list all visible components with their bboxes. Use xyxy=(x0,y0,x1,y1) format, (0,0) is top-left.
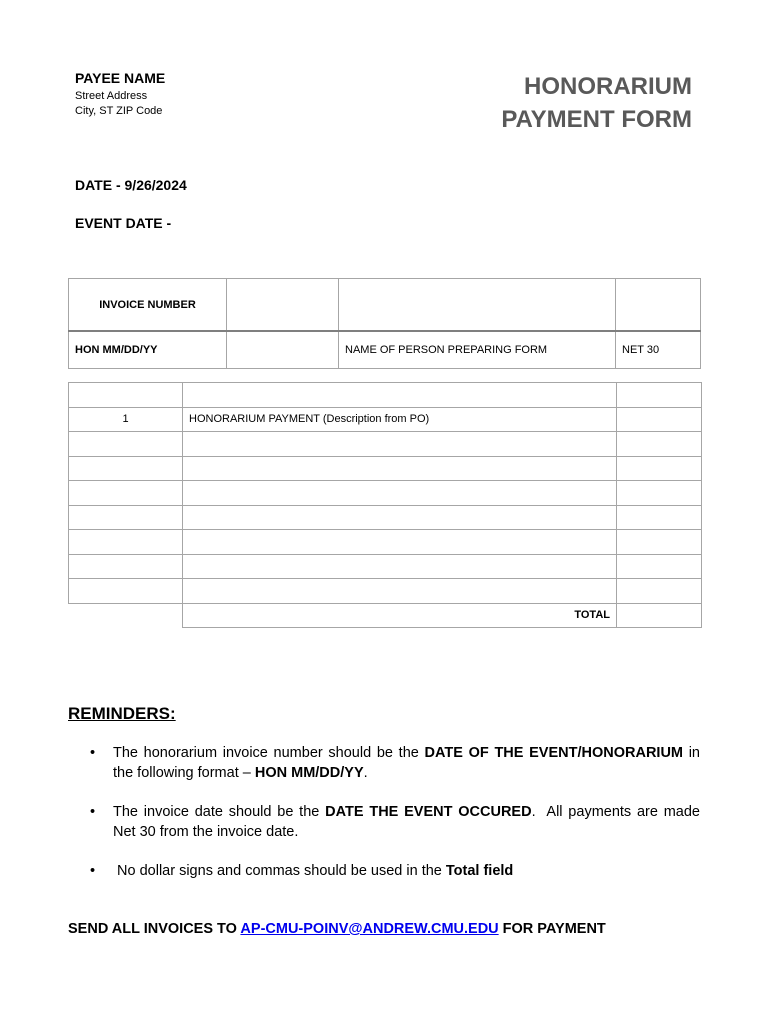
reminder-text: . All payments are made Net 30 from the invoice date. xyxy=(113,804,705,840)
reminder-text: The invoice date should be the xyxy=(113,804,326,820)
item-row xyxy=(69,481,702,506)
reminder-text: The honorarium invoice number should be the xyxy=(113,745,425,761)
item-amount-cell[interactable] xyxy=(617,530,702,555)
item-description-cell[interactable] xyxy=(183,530,617,555)
item-row xyxy=(69,456,702,481)
item-amount-cell[interactable] xyxy=(617,383,702,408)
item-qty-cell[interactable] xyxy=(69,530,183,555)
item-description-cell[interactable] xyxy=(183,505,617,530)
item-qty-cell[interactable] xyxy=(69,383,183,408)
reminder-bold-text: DATE THE EVENT OCCURED xyxy=(325,804,532,820)
item-qty-cell[interactable] xyxy=(69,554,183,579)
total-value-cell[interactable] xyxy=(617,603,702,628)
item-row xyxy=(69,579,702,604)
reminder-bold-text: HON MM/DD/YY xyxy=(254,764,364,781)
item-row xyxy=(69,554,702,579)
payee-city: City, ST ZIP Code xyxy=(75,105,163,117)
invoice-date: DATE - 9/26/2024 xyxy=(75,177,187,193)
event-date: EVENT DATE - xyxy=(75,215,172,231)
item-amount-cell[interactable] xyxy=(617,432,702,457)
item-row xyxy=(69,407,702,432)
invoice-blank-cell[interactable] xyxy=(616,279,701,332)
item-row xyxy=(69,505,702,530)
bullet-icon: • xyxy=(90,804,96,820)
total-label: TOTAL xyxy=(183,603,617,628)
item-description-cell[interactable] xyxy=(183,579,617,604)
payee-street: Street Address xyxy=(75,90,148,102)
item-qty-cell[interactable] xyxy=(69,456,183,481)
item-qty-cell[interactable] xyxy=(69,432,183,457)
send-invoices-line xyxy=(68,921,606,937)
reminders-heading: REMINDERS: xyxy=(68,704,176,723)
form-title-line1: HONORARIUM xyxy=(524,73,692,100)
item-description-cell[interactable] xyxy=(183,456,617,481)
form-title-line2: PAYMENT FORM xyxy=(501,106,692,133)
bullet-icon: • xyxy=(90,745,96,761)
item-description-cell[interactable]: HONORARIUM PAYMENT (Description from PO) xyxy=(183,407,617,432)
item-row xyxy=(69,432,702,457)
form-title xyxy=(501,70,692,136)
reminder-text: No dollar signs and commas should be used in the xyxy=(113,863,446,879)
invoice-table xyxy=(68,278,701,369)
item-qty-cell[interactable]: 1 xyxy=(69,407,183,432)
item-description-cell[interactable] xyxy=(183,383,617,408)
invoice-blank-cell[interactable] xyxy=(227,331,339,369)
preparer-name-cell[interactable]: NAME OF PERSON PREPARING FORM xyxy=(339,331,616,369)
total-row xyxy=(69,603,702,628)
reminder-text: . xyxy=(363,764,368,781)
email-link[interactable]: AP-CMU-POINV@ANDREW.CMU.EDU xyxy=(240,921,499,937)
send-suffix: FOR PAYMENT xyxy=(498,921,606,937)
item-amount-cell[interactable] xyxy=(617,554,702,579)
reminder-item xyxy=(90,862,700,882)
item-amount-cell[interactable] xyxy=(617,407,702,432)
reminder-item xyxy=(90,744,700,783)
item-qty-cell[interactable] xyxy=(69,505,183,530)
item-amount-cell[interactable] xyxy=(617,481,702,506)
send-prefix: SEND ALL INVOICES TO xyxy=(68,921,241,937)
payee-name: PAYEE NAME xyxy=(75,70,166,86)
invoice-number-header: INVOICE NUMBER xyxy=(69,279,227,332)
item-amount-cell[interactable] xyxy=(617,579,702,604)
invoice-blank-cell[interactable] xyxy=(339,279,616,332)
reminder-bold-text: Total field xyxy=(445,863,514,879)
item-amount-cell[interactable] xyxy=(617,456,702,481)
bullet-icon: • xyxy=(90,863,96,879)
item-amount-cell[interactable] xyxy=(617,505,702,530)
payment-terms-cell[interactable]: NET 30 xyxy=(616,331,701,369)
item-description-cell[interactable] xyxy=(183,481,617,506)
item-description-cell[interactable] xyxy=(183,554,617,579)
items-table xyxy=(68,382,702,628)
reminder-item xyxy=(90,803,705,842)
item-row xyxy=(69,383,702,408)
reminder-text: in the following format – xyxy=(113,745,700,781)
item-description-cell[interactable] xyxy=(183,432,617,457)
reminder-bold-text: DATE OF THE EVENT/HONORARIUM xyxy=(424,745,683,761)
item-row xyxy=(69,530,702,555)
item-qty-cell[interactable] xyxy=(69,579,183,604)
invoice-blank-cell[interactable] xyxy=(227,279,339,332)
item-qty-cell[interactable] xyxy=(69,481,183,506)
invoice-number-value[interactable]: HON MM/DD/YY xyxy=(69,331,227,369)
